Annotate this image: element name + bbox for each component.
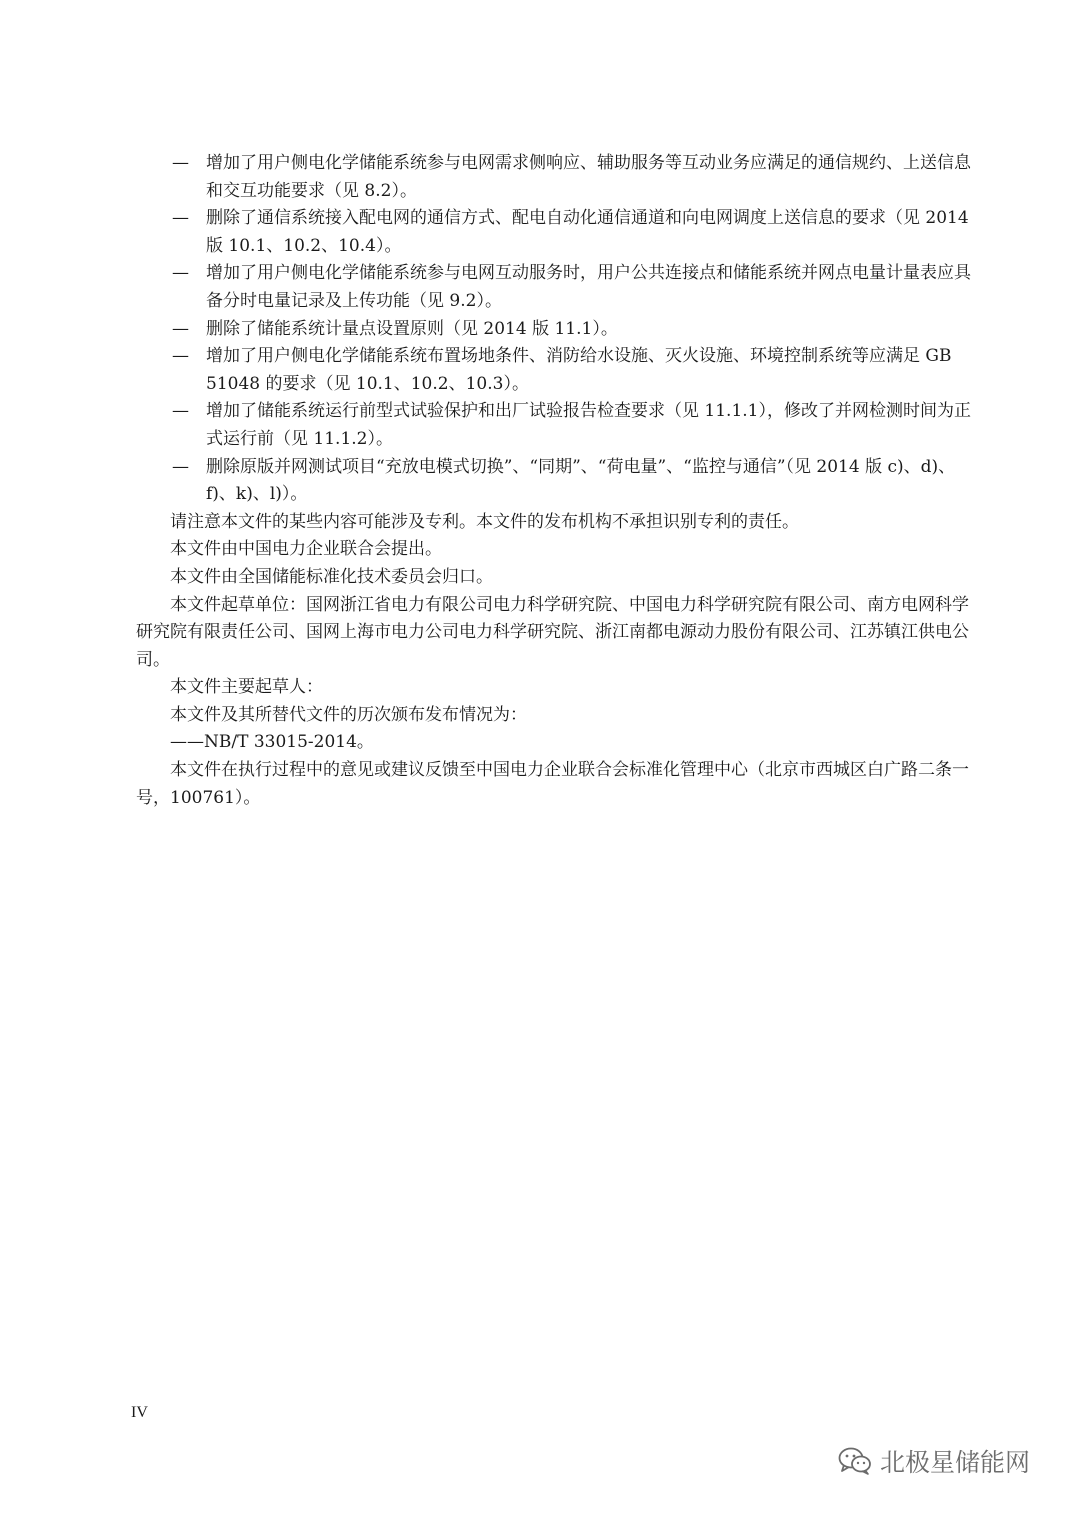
feedback-notice: 本文件在执行过程中的意见或建议反馈至中国电力企业联合会标准化管理中心（北京市西城区白广路二条一号，100761）。 (136, 760, 969, 808)
revision-item-text: 删除了通信系统接入配电网的通信方式、配电自动化通信通道和向电网调度上送信息的要求（见 2014 版 10.1、10.2、10.4）。 (206, 208, 969, 256)
wechat-icon (838, 1446, 872, 1476)
main-drafters: 本文件主要起草人： (170, 677, 323, 698)
watermark-text: 北极星储能网 (880, 1448, 1031, 1477)
revision-item (136, 398, 978, 453)
revision-item-text: 增加了储能系统运行前型式试验保护和出厂试验报告检查要求（见 11.1.1），修改了并网检测时间为正式运行前（见 11.1.2）。 (206, 401, 971, 449)
watermark (838, 1443, 1030, 1479)
dash-marker: — (172, 318, 189, 339)
revision-item (136, 316, 978, 344)
dash-marker: — (172, 153, 189, 173)
dash-marker: — (172, 346, 189, 367)
release-history-heading: 本文件及其所替代文件的历次颁布发布情况为： (170, 704, 527, 725)
dash-marker: — (172, 456, 189, 477)
revision-item-text: 增加了用户侧电化学储能系统参与电网需求侧响应、辅助服务等互动业务应满足的通信规约、上送信息和交互功能要求（见 8.2）。 (206, 153, 971, 201)
revision-item-text: 增加了用户侧电化学储能系统布置场地条件、消防给水设施、灭火设施、环境控制系统等应满足 GB 51048 的要求（见 10.1、10.2、10.3）。 (206, 346, 952, 394)
revision-item (136, 260, 978, 315)
patent-notice: 请注意本文件的某些内容可能涉及专利。本文件的发布机构不承担识别专利的责任。 (170, 511, 799, 532)
revision-item-text: 删除原版并网测试项目“充放电模式切换”、“同期”、“荷电量”、“监控与通信”（见 2014 版 c)、d)、f)、k)、l)）。 (206, 456, 956, 505)
revision-item (136, 205, 978, 260)
dash-marker: — (172, 208, 189, 229)
page-number: IV (131, 1404, 148, 1421)
document-body (136, 150, 978, 812)
revision-item (136, 454, 978, 509)
drafting-units: 本文件起草单位：国网浙江省电力有限公司电力科学研究院、中国电力科学研究院有限公司、南方电网科学研究院有限责任公司、国网上海市电力公司电力科学研究院、浙江南都电源动力股份有限公司、江苏镇江供电公司。 (136, 594, 969, 670)
dash-marker: — (172, 263, 189, 284)
previous-edition: ——NB/T 33015-2014。 (170, 732, 374, 753)
centralized-unit-statement: 本文件由全国储能标准化技术委员会归口。 (170, 566, 493, 587)
revision-item (136, 150, 978, 205)
revision-item-text: 增加了用户侧电化学储能系统参与电网互动服务时，用户公共连接点和储能系统并网点电量计量表应具备分时电量记录及上传功能（见 9.2）。 (206, 263, 971, 311)
revision-item-text: 删除了储能系统计量点设置原则（见 2014 版 11.1）。 (206, 318, 618, 339)
dash-marker: — (172, 401, 189, 422)
proposer-statement: 本文件由中国电力企业联合会提出。 (170, 539, 442, 560)
revision-item (136, 343, 978, 398)
